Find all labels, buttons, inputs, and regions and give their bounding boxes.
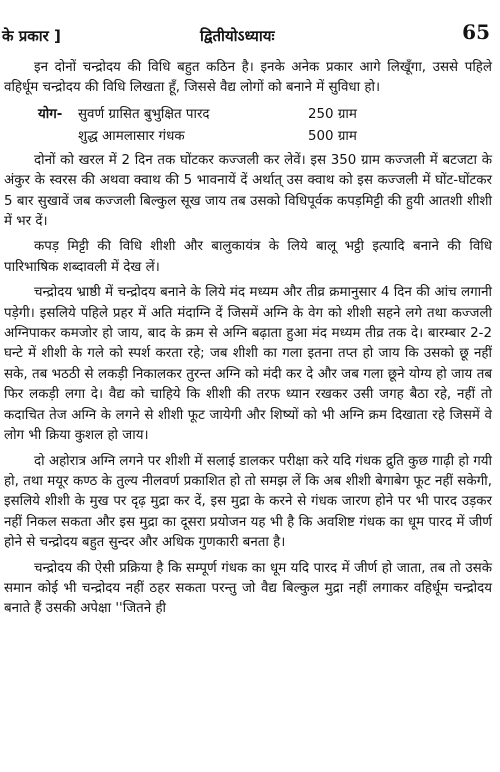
paragraph-intro: इन दोनों चन्द्रोदय की विधि बहुत कठिन है। इनके अनेक प्रकार आगे लिखूँगा, उससे पहिले वहिर्धूम चन्द्रोदय की विधि लिखता हूँ, जिससे वैद्य लोगों को बनाने में सुविधा हो। — [4, 60, 492, 96]
page-header — [0, 6, 500, 46]
ingredient-list — [4, 104, 492, 148]
chapter-title: द्वितीयोऽध्यायः — [200, 27, 275, 45]
ingredient-row — [4, 104, 492, 126]
ingredient-list-label: योग- — [38, 106, 63, 122]
ingredient-name: शुद्ध आमलासार गंधक — [78, 128, 185, 144]
ingredient-row — [4, 126, 492, 148]
running-head-left: के प्रकार ] — [2, 27, 61, 45]
paragraph-kapadmitti: कपड़ मिट्टी की विधि शीशी और बालुकायंत्र के लिये बालू भट्ठी इत्यादि बनाने की विधि पारिभाषिक शब्दावली में देख लें। — [4, 239, 492, 275]
paragraph-test: दो अहोरात्र अग्नि लगने पर शीशी में सलाई डालकर परीक्षा करे यदि गंधक द्रुति कुछ गाढ़ी हो गयी हो, तथा मयूर कण्ठ के तुल्य नीलवर्ण प्रकाशित हो तो समझ लें कि अब शीशी बेगाबेग फूट नहीं सकेगी, इसलिये शीशी के मुख पर दृढ़ मुद्रा कर दें, इस मुद्रा के करने से गंधक जारण होने पर भी पारद उड़कर नहीं निकल सकता और इस मुद्रा का दूसरा प्रयोजन यह भी है कि अवशिष्ट गंधक का धूम पारद में जीर्ण होने से चन्द्रोदय बहुत सुन्दर और अधिक गुणकारी बनता है। — [4, 453, 492, 551]
ingredient-quantity: 500 ग्राम — [308, 128, 357, 144]
paragraph-heating: चन्द्रोदय भ्राष्ठी में चन्द्रोदय बनाने के लिये मंद मध्यम और तीव्र क्रमानुसार 4 दिन की आंच लगानी पड़ेगी। इसलिये पहिले प्रहर में अति मंदाग्नि दें जिसमें अग्नि के वेग को शीशी सहने लगे तथा कज्जली अग्निपाकर कमजोर हो जाय, बाद के क्रम से अग्नि बढ़ाता हुआ मंद मध्यम तीव्र तक दे। बारम्बार 2-2 घन्टे में शीशी के गले को स्पर्श करता रहे; जब शीशी का गला इतना तप्त हो जाय कि उसको छू नहीं सके, तब भठठी से लकड़ी निकालकर तुरन्त अग्नि को मंदी कर दे और जब गला छूने योग्य हो जाय तब फिर लकड़ी लगा दे। वैद्य को चाहिये कि शीशी की तरफ ध्यान रखकर उसी जगह बैठा रहे, नहीं तो कदाचित तेज अग्नि के लगने से शीशी फूट जायेगी और शिष्यों को भी अग्नि क्रम दिखाता रहे जिसमें वे लोग भी क्रिया कुशल हो जाय। — [4, 285, 492, 444]
page-number: 65 — [462, 20, 490, 44]
page-body — [4, 58, 492, 625]
paragraph-process: चन्द्रोदय की ऐसी प्रक्रिया है कि सम्पूर्ण गंधक का धूम यदि पारद में जीर्ण हो जाता, तब तो उसके समान कोई भी चन्द्रोदय नहीं ठहर सकता परन्तु जो वैद्य बिल्कुल मुद्रा नहीं लगाकर वहिर्धूम चन्द्रोदय बनाते हैं उसकी अपेक्षा ''जितने ही — [4, 560, 492, 617]
paragraph-kajjali: दोनों को खरल में 2 दिन तक घोंटकर कज्जली कर लेवें। इस 350 ग्राम कज्जली में बटजटा के अंकुर के स्वरस की अथवा क्वाथ की 5 भावनायें दें अर्थात् उस क्वाथ को इस कज्जली में घोंट-घोंटकर 5 बार सुखावें जब कज्जली बिल्कुल सूख जाय तब उसको विधिपूर्वक कपड़मिट्टी की हुयी आतशी शीशी में भर दें। — [4, 152, 492, 230]
ingredient-quantity: 250 ग्राम — [308, 106, 357, 122]
ingredient-name: सुवर्ण ग्रासित बुभुक्षित पारद — [78, 106, 210, 122]
